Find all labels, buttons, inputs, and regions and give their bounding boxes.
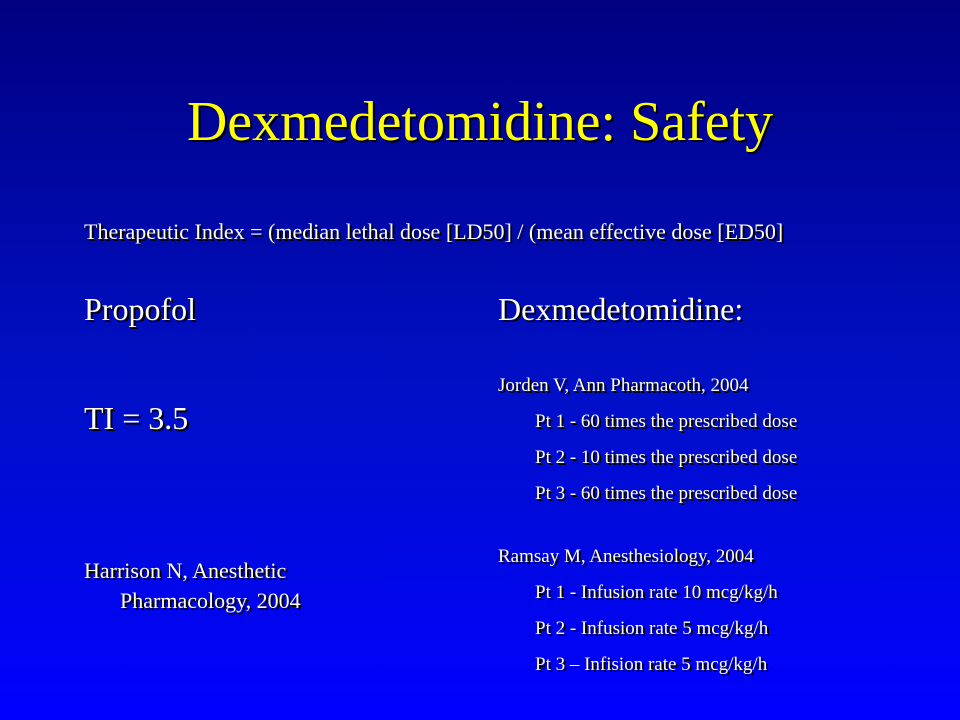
reference-author: Jorden V, Ann Pharmacoth, 2004	[498, 375, 749, 396]
patient-item: Pt 1 - Infusion rate 10 mcg/kg/h	[535, 582, 778, 603]
reference-block-ramsay	[498, 539, 778, 683]
therapeutic-index-formula: Therapeutic Index = (median lethal dose [LD50] / (mean effective dose [ED50]	[84, 219, 784, 244]
slide-title: Dexmedetomidine: Safety	[186, 91, 774, 153]
propofol-reference-line1: Harrison N, Anesthetic	[84, 558, 287, 583]
propofol-heading: Propofol	[84, 291, 196, 327]
propofol-reference-line2: Pharmacology, 2004	[120, 588, 301, 613]
patient-item: Pt 1 - 60 times the prescribed dose	[535, 411, 798, 432]
propofol-reference	[84, 556, 301, 616]
patient-item: Pt 3 - 60 times the prescribed dose	[535, 483, 798, 504]
patient-item: Pt 2 - 10 times the prescribed dose	[535, 447, 798, 468]
propofol-therapeutic-index: TI = 3.5	[84, 400, 189, 436]
reference-author: Ramsay M, Anesthesiology, 2004	[498, 546, 754, 567]
reference-block-jorden	[498, 368, 797, 512]
patient-item: Pt 2 - Infusion rate 5 mcg/kg/h	[535, 618, 769, 639]
patient-item: Pt 3 – Infision rate 5 mcg/kg/h	[535, 654, 768, 675]
dexmedetomidine-heading: Dexmedetomidine:	[498, 291, 744, 327]
